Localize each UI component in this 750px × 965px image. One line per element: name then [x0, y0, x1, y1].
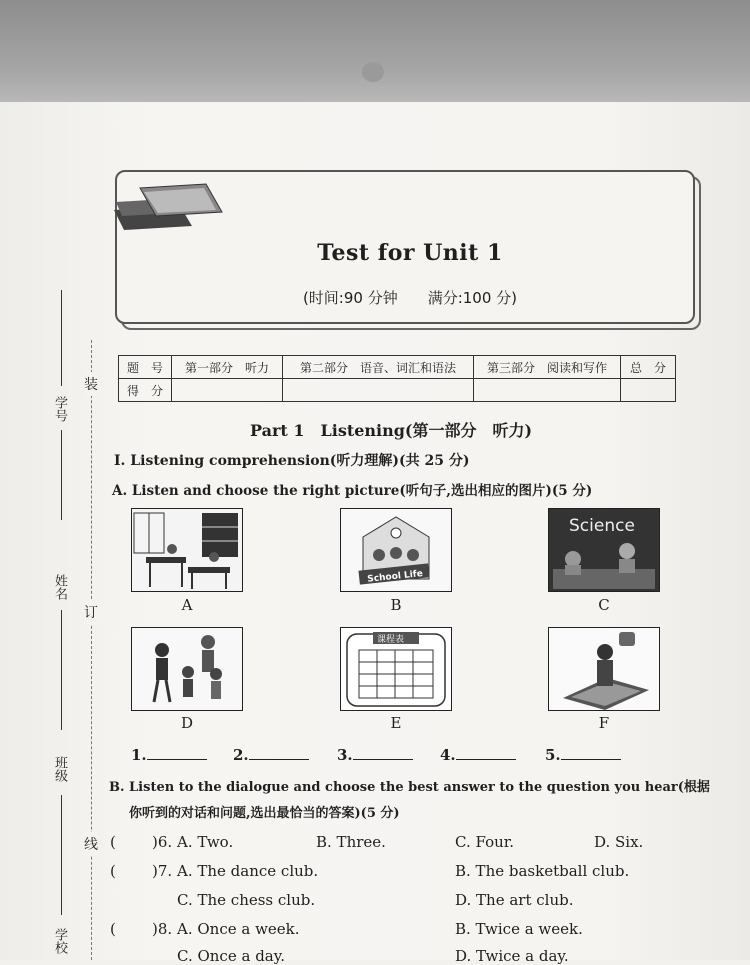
answer-blank-5[interactable] — [561, 759, 621, 760]
picture-a-classroom — [131, 508, 243, 592]
timetable-text: 课程表 — [377, 635, 405, 645]
answer-number-3: 3. — [337, 746, 353, 764]
answer-blank-2[interactable] — [249, 759, 309, 760]
binding-char-2: 订 — [84, 600, 98, 624]
picture-f-tablet — [548, 627, 660, 711]
q7-option-b[interactable]: B. The basketball club. — [455, 862, 630, 880]
section-a-heading: A. Listen and choose the right picture(听句子,选出相应的图片)(5 分) — [112, 483, 593, 499]
answer-2 — [233, 746, 309, 764]
score-table-header: 题 号 — [119, 356, 172, 379]
q7-option-d[interactable]: D. The art club. — [455, 891, 574, 909]
answer-4 — [440, 746, 516, 764]
picture-a-label: A — [181, 596, 193, 614]
score-row-label: 得 分 — [119, 379, 172, 402]
answer-blank-1[interactable] — [147, 759, 207, 760]
q7-paren[interactable]: ( — [110, 862, 116, 880]
books-icon — [110, 182, 230, 232]
q7-option-a[interactable]: A. The dance club. — [177, 862, 319, 880]
answer-number-4: 4. — [440, 746, 456, 764]
section-b-heading-line1: B. Listen to the dialogue and choose the best answer to the question you hear(根据 — [109, 780, 710, 795]
class-line — [61, 795, 62, 915]
q8-paren[interactable]: ( — [110, 920, 116, 938]
student-id-line-2 — [61, 430, 62, 520]
q8-number: )8. — [152, 920, 173, 938]
q8-option-a[interactable]: A. Once a week. — [177, 920, 300, 938]
q6-option-b[interactable]: B. Three. — [316, 833, 386, 851]
picture-e-timetable — [340, 627, 452, 711]
score-part2: 第二部分 语音、词汇和语法 — [283, 356, 474, 379]
answer-5 — [545, 746, 621, 764]
class-label: 班级 — [52, 756, 67, 782]
q7-number: )7. — [152, 862, 173, 880]
answer-1 — [131, 746, 207, 764]
school-life-text: School Life — [366, 569, 424, 585]
scan-top-shadow — [0, 0, 750, 102]
part1-heading: Part 1 Listening(第一部分 听力) — [250, 421, 533, 440]
page-title: Test for Unit 1 — [317, 240, 503, 266]
picture-d-children — [131, 627, 243, 711]
answer-blank-3[interactable] — [353, 759, 413, 760]
score-table — [118, 355, 676, 402]
answer-number-5: 5. — [545, 746, 561, 764]
section1-heading: Ⅰ. Listening comprehension(听力理解)(共 25 分) — [114, 453, 470, 469]
answer-number-2: 2. — [233, 746, 249, 764]
picture-c-science — [548, 508, 660, 592]
name-line — [61, 610, 62, 730]
picture-c-label: C — [598, 596, 610, 614]
name-label: 姓名 — [52, 574, 67, 600]
score-cell-total[interactable] — [621, 379, 676, 402]
q6-option-c[interactable]: C. Four. — [455, 833, 515, 851]
section-b-heading-line2: 你听到的对话和问题,选出最恰当的答案)(5 分) — [129, 806, 400, 821]
picture-b-label: B — [390, 596, 402, 614]
picture-d-label: D — [180, 714, 194, 732]
score-part1: 第一部分 听力 — [172, 356, 283, 379]
q7-option-c[interactable]: C. The chess club. — [177, 891, 316, 909]
q8-option-d[interactable]: D. Twice a day. — [455, 947, 569, 965]
picture-e-label: E — [390, 714, 402, 732]
score-total: 总 分 — [621, 356, 676, 379]
student-id-label: 学号 — [52, 396, 67, 422]
binder-hole — [362, 62, 384, 82]
school-label: 学校 — [52, 928, 67, 954]
answer-blank-4[interactable] — [456, 759, 516, 760]
q8-option-c[interactable]: C. Once a day. — [177, 947, 285, 965]
q6-paren[interactable]: ( — [110, 833, 116, 851]
binding-dashed-line — [91, 340, 92, 960]
answer-3 — [337, 746, 413, 764]
science-text: Science — [569, 516, 635, 536]
q6-option-a[interactable]: A. Two. — [177, 833, 234, 851]
q6-number: )6. — [152, 833, 173, 851]
binding-char-1: 装 — [84, 372, 98, 396]
q6-option-d[interactable]: D. Six. — [594, 833, 644, 851]
score-part3: 第三部分 阅读和写作 — [474, 356, 621, 379]
binding-char-3: 线 — [84, 832, 98, 856]
picture-f-label: F — [598, 714, 610, 732]
score-cell-part1[interactable] — [172, 379, 283, 402]
score-cell-part2[interactable] — [283, 379, 474, 402]
answer-number-1: 1. — [131, 746, 147, 764]
score-cell-part3[interactable] — [474, 379, 621, 402]
picture-b-school-life — [340, 508, 452, 592]
page-subtitle: (时间:90 分钟 满分:100 分) — [302, 289, 518, 307]
q8-option-b[interactable]: B. Twice a week. — [455, 920, 583, 938]
